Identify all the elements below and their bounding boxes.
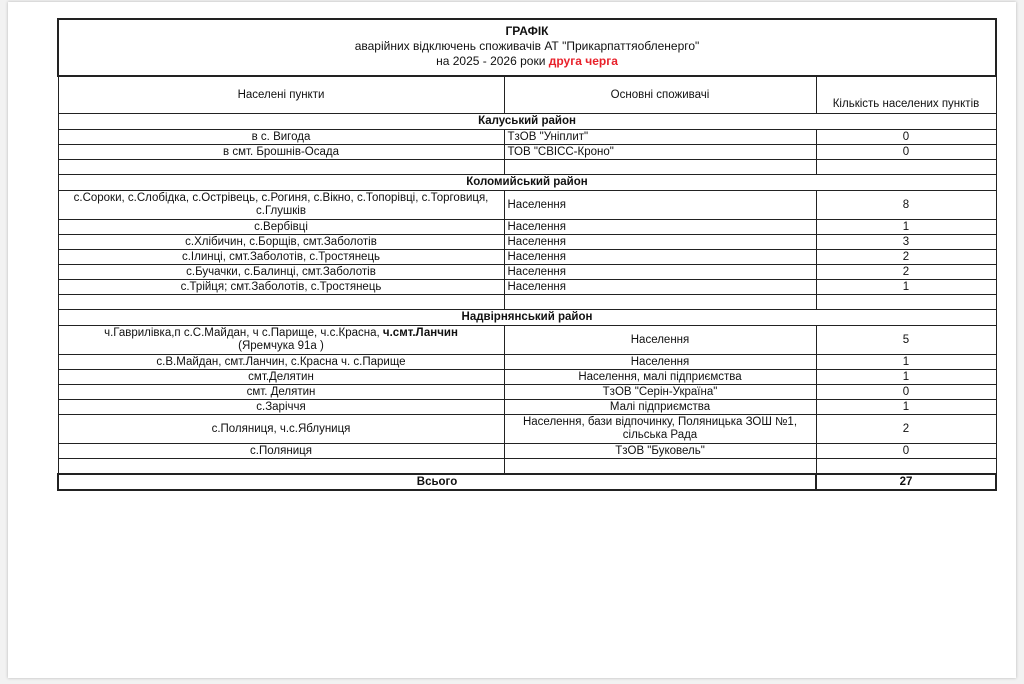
region-row-kolomyia: [58, 175, 996, 191]
table-row: [58, 370, 996, 385]
table-row: [58, 220, 996, 235]
count-cell: 1: [816, 400, 996, 415]
title-queue: друга черга: [548, 54, 618, 68]
title-row: [58, 19, 996, 76]
table-row: [58, 385, 996, 400]
consumer-cell: Населення: [504, 326, 816, 355]
total-label: Всього: [58, 474, 816, 490]
count-cell: 1: [816, 370, 996, 385]
table-row: [58, 130, 996, 145]
settlement-cell: в с. Вигода: [58, 130, 504, 145]
count-cell: 1: [816, 355, 996, 370]
document-page: [8, 2, 1016, 678]
region-row-kalush: [58, 114, 996, 130]
count-cell: 0: [816, 444, 996, 459]
settlement-cell: с.Сороки, с.Слобідка, с.Острівець, с.Рогиня, с.Вікно, с.Топорівці, с.Торговиця, с.Глушків: [58, 191, 504, 220]
settlement-cell: с.Трійця; смт.Заболотів, с.Тростянець: [58, 280, 504, 295]
count-cell: 0: [816, 145, 996, 160]
header-consumers: Основні споживачі: [504, 76, 816, 114]
table-row: [58, 265, 996, 280]
title-heading: ГРАФІК: [505, 24, 549, 38]
table-row: [58, 280, 996, 295]
settlement-cell: смт. Делятин: [58, 385, 504, 400]
table-row: [58, 235, 996, 250]
region-name: Коломийський район: [58, 175, 996, 191]
settlement-cell: с.Поляниця, ч.с.Яблуниця: [58, 415, 504, 444]
settlement-bold-text: ч.смт.Ланчин: [382, 327, 458, 339]
consumer-cell: Населення: [504, 220, 816, 235]
settlement-text: ч.Гаврилівка,п с.С.Майдан, ч с.Парище, ч.с.Красна,: [104, 327, 380, 339]
count-cell: 8: [816, 191, 996, 220]
consumer-cell: ТОВ "СВІСС-Кроно": [504, 145, 816, 160]
count-cell: 0: [816, 385, 996, 400]
consumer-cell: Населення: [504, 355, 816, 370]
blank-row: [58, 459, 996, 475]
header-count: Кількість населених пунктів: [816, 76, 996, 114]
count-cell: 2: [816, 265, 996, 280]
table-row: [58, 145, 996, 160]
count-cell: 1: [816, 280, 996, 295]
settlement-cell: с.Хлібичин, с.Борщів, смт.Заболотів: [58, 235, 504, 250]
title-period: [59, 54, 995, 69]
region-row-nadvirna: [58, 310, 996, 326]
consumer-cell: Населення: [504, 191, 816, 220]
settlement-line: [62, 327, 501, 340]
consumer-cell: Населення, малі підприємства: [504, 370, 816, 385]
consumer-cell: Населення: [504, 235, 816, 250]
consumer-cell: Населення: [504, 250, 816, 265]
settlement-cell: в смт. Брошнів-Осада: [58, 145, 504, 160]
settlement-line: (Яремчука 91а ): [238, 340, 324, 352]
settlement-cell: с.Поляниця: [58, 444, 504, 459]
settlement-cell: с.Заріччя: [58, 400, 504, 415]
settlement-cell: [58, 326, 504, 355]
table-row: [58, 326, 996, 355]
count-cell: 5: [816, 326, 996, 355]
settlement-cell: смт.Делятин: [58, 370, 504, 385]
consumer-cell: Населення: [504, 265, 816, 280]
settlement-cell: с.Бучачки, с.Балинці, смт.Заболотів: [58, 265, 504, 280]
settlement-cell: с.Ілинці, смт.Заболотів, с.Тростянець: [58, 250, 504, 265]
consumer-cell: ТзОВ "Буковель": [504, 444, 816, 459]
consumer-cell: Населення, бази відпочинку, Поляницька ЗОШ №1, сільська Рада: [504, 415, 816, 444]
title-subtitle: аварійних відключень споживачів АТ "Прикарпаттяобленерго": [354, 39, 700, 53]
blank-row: [58, 295, 996, 310]
total-value: 27: [816, 474, 996, 490]
consumer-cell: ТзОВ "Серін-Україна": [504, 385, 816, 400]
count-cell: 3: [816, 235, 996, 250]
table-row: [58, 191, 996, 220]
total-row: [58, 474, 996, 490]
count-cell: 1: [816, 220, 996, 235]
region-name: Калуський район: [58, 114, 996, 130]
table-row: [58, 400, 996, 415]
settlement-cell: с.В.Майдан, смт.Ланчин, с.Красна ч. с.Парище: [58, 355, 504, 370]
header-row: [58, 76, 996, 114]
blank-row: [58, 160, 996, 175]
table-row: [58, 444, 996, 459]
settlement-cell: с.Вербівці: [58, 220, 504, 235]
consumer-cell: Малі підприємства: [504, 400, 816, 415]
header-settlements: Населені пункти: [58, 76, 504, 114]
consumer-cell: Населення: [504, 280, 816, 295]
table-row: [58, 355, 996, 370]
count-cell: 0: [816, 130, 996, 145]
count-cell: 2: [816, 415, 996, 444]
title-period-text: на 2025 - 2026 роки: [436, 54, 546, 68]
region-name: Надвірнянський район: [58, 310, 996, 326]
table-row: [58, 415, 996, 444]
consumer-cell: ТзОВ "Уніплит": [504, 130, 816, 145]
count-cell: 2: [816, 250, 996, 265]
title-block: [58, 19, 996, 76]
table-row: [58, 250, 996, 265]
schedule-table: [57, 18, 997, 491]
